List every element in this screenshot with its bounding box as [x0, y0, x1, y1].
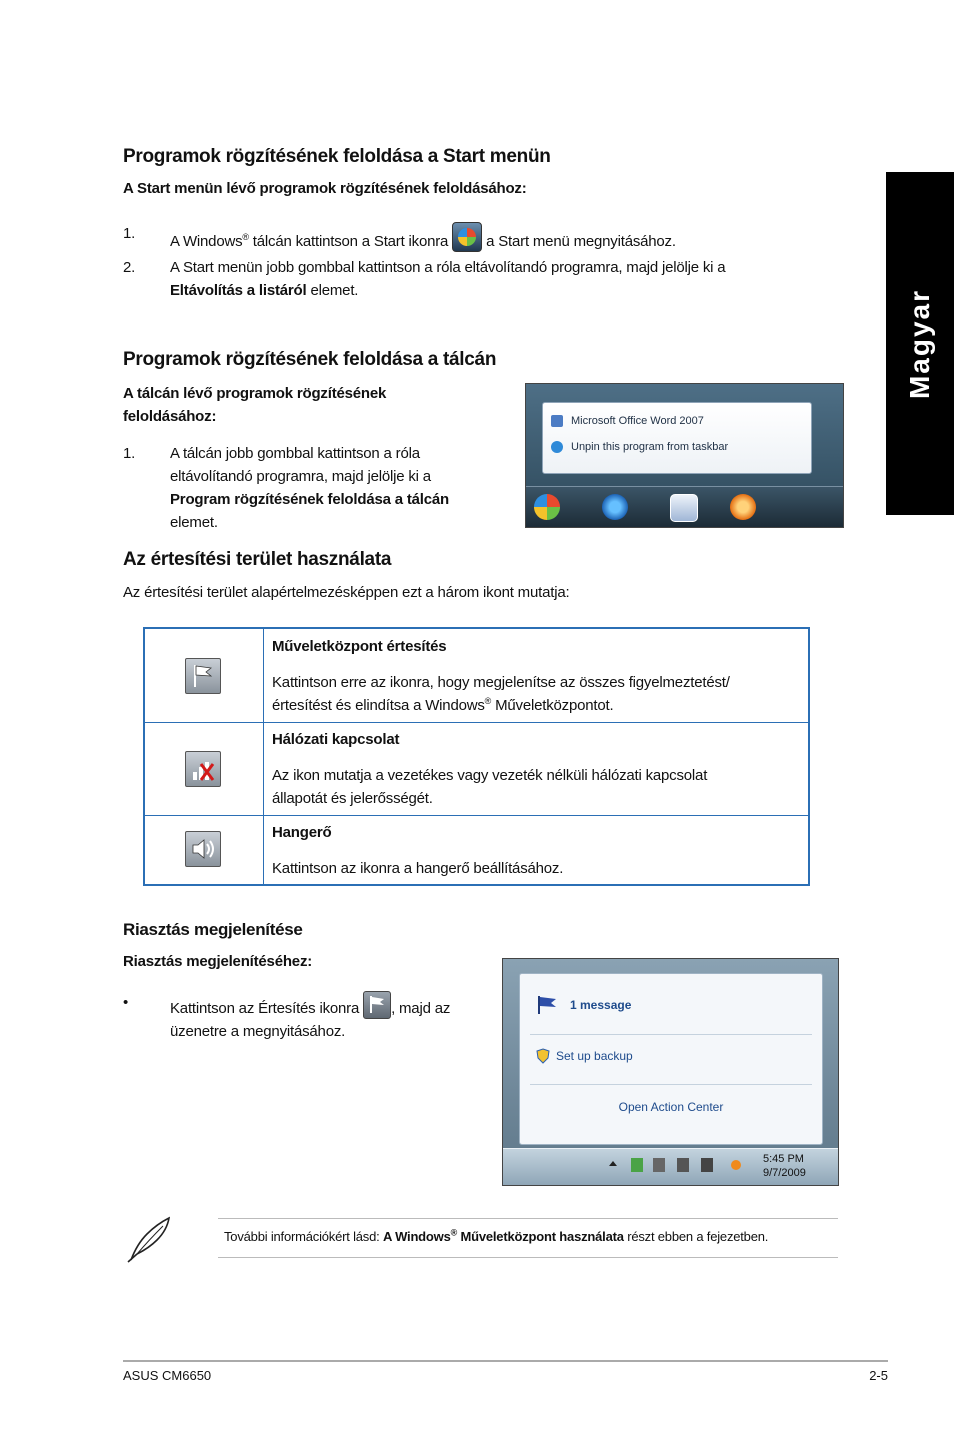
note-divider-bottom — [218, 1257, 838, 1258]
notification-panel — [519, 973, 823, 1145]
blue-flag-icon — [536, 994, 560, 1016]
network-icon — [185, 751, 221, 787]
media-player-icon — [730, 494, 756, 520]
word-icon — [670, 494, 698, 522]
pin-icon — [551, 441, 563, 453]
section1-subheading: A Start menün lévő programok rögzítésének feloldásához: — [123, 180, 527, 197]
row-title: Hálózati kapcsolat — [272, 731, 400, 748]
system-tray — [503, 1148, 838, 1185]
start-orb-icon — [452, 222, 482, 252]
table-row: Hálózati kapcsolat Az ikon mutatja a vezetékes vagy vezeték nélküli hálózati kapcsolat állapotát és jelerősségét. — [145, 722, 808, 816]
section2-subheading: A tálcán lévő programok rögzítésének feloldásához: — [123, 385, 387, 425]
tray-arrow-icon — [609, 1161, 617, 1166]
section1-heading: Programok rögzítésének feloldása a Start menün — [123, 146, 551, 167]
open-action-center-link: Open Action Center — [618, 1100, 724, 1114]
row-title: Műveletközpont értesítés — [272, 638, 447, 655]
side-tab-label: Magyar — [904, 288, 936, 399]
jump-list-item-word: Microsoft Office Word 2007 — [551, 415, 704, 427]
backup-row: Set up backup — [536, 1048, 633, 1064]
language-side-tab — [886, 172, 954, 515]
row-title: Hangerő — [272, 824, 332, 841]
notification-screenshot — [502, 958, 839, 1186]
footer-divider — [123, 1360, 888, 1362]
tray-speaker-icon — [677, 1158, 689, 1172]
tray-device-icon — [653, 1158, 665, 1172]
section3-intro: Az értesítési terület alapértelmezésképpen ezt a három ikont mutatja: — [123, 584, 570, 601]
tray-app-icon — [731, 1160, 741, 1170]
jump-list-item-unpin: Unpin this program from taskbar — [551, 441, 728, 453]
message-row: 1 message — [536, 994, 631, 1016]
footer-product: ASUS CM6650 — [123, 1368, 212, 1383]
unpin-taskbar-screenshot — [525, 383, 844, 528]
word-doc-icon — [551, 415, 563, 427]
flag-icon — [185, 658, 221, 694]
notification-icons-table — [143, 627, 810, 886]
jump-list-popup — [542, 402, 812, 474]
taskbar — [526, 486, 843, 527]
tray-network-icon — [631, 1158, 643, 1172]
flag-icon — [363, 991, 391, 1019]
tray-flag-icon — [701, 1158, 713, 1172]
note-feather-icon — [123, 1214, 173, 1268]
table-row: Műveletközpont értesítés Kattintson erre az ikonra, hogy megjelenítse az összes figyelmeztetést/ értesítést és elindítsa a Windows® Műveletközpontot. — [145, 629, 808, 723]
shield-icon — [536, 1048, 550, 1064]
note-divider-top — [218, 1218, 838, 1219]
section3-heading: Az értesítési terület használata — [123, 549, 392, 570]
section4-subheading: Riasztás megjelenítéséhez: — [123, 953, 313, 970]
note-text: További információkért lásd: A Windows® Műveletközpont használata részt ebben a fejezetben. — [224, 1227, 769, 1244]
section2-heading: Programok rögzítésének feloldása a tálcán — [123, 349, 497, 370]
speaker-icon — [185, 831, 221, 867]
tray-clock: 5:45 PM 9/7/2009 — [763, 1153, 806, 1179]
section4-heading: Riasztás megjelenítése — [123, 920, 303, 939]
start-orb-icon — [534, 494, 560, 520]
footer-page-number: 2-5 — [869, 1368, 888, 1383]
ie-icon — [602, 494, 628, 520]
table-row: Hangerő Kattintson az ikonra a hangerő beállításához. — [145, 815, 808, 884]
